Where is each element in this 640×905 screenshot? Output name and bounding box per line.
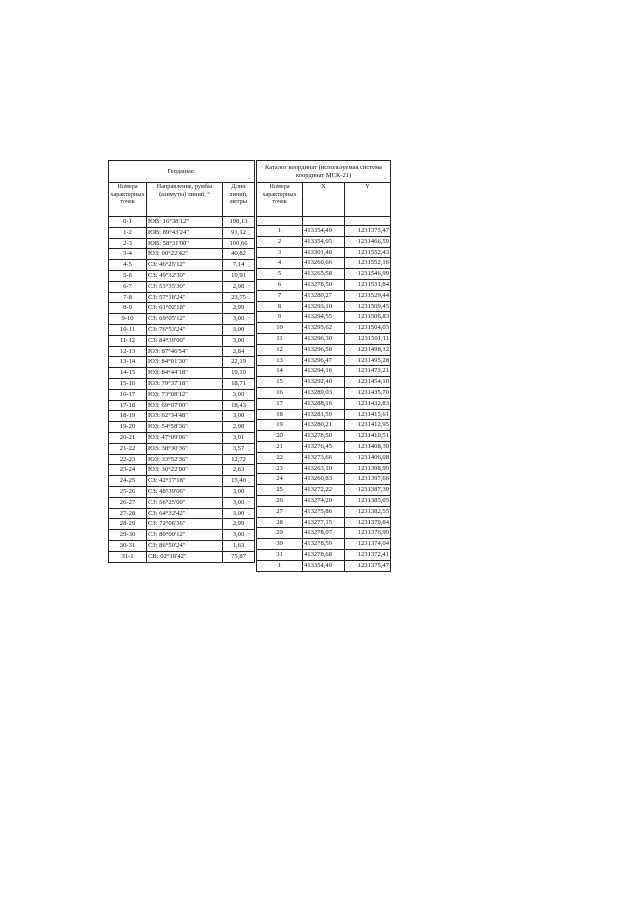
geodata-row xyxy=(109,389,255,400)
geodata-row xyxy=(109,422,255,433)
catalog-row xyxy=(257,279,391,290)
geodata-direction-cell: СЗ: 53°35'30" xyxy=(147,281,223,292)
geodata-length-cell: 2,99 xyxy=(223,519,255,530)
catalog-y-cell: 1231385,05 xyxy=(345,495,391,506)
geodata-row xyxy=(109,303,255,314)
catalog-point-cell: 27 xyxy=(257,506,303,517)
catalog-point-cell: 11 xyxy=(257,333,303,344)
catalog-x-cell: 413354,49 xyxy=(303,560,345,571)
catalog-y-cell: 1231509,45 xyxy=(345,301,391,312)
geodata-segment-cell: 25-26 xyxy=(109,486,147,497)
geodata-direction-cell: СЗ: 61°02'18" xyxy=(147,303,223,314)
catalog-y-cell: 1231410,51 xyxy=(345,431,391,442)
geodata-length-cell: 7,14 xyxy=(223,260,255,271)
geodata-length-cell: 2,99 xyxy=(223,303,255,314)
catalog-point-cell: 30 xyxy=(257,539,303,550)
geodata-segment-cell: 8-9 xyxy=(109,303,147,314)
geodata-segment-cell: 14-15 xyxy=(109,368,147,379)
geodata-body xyxy=(109,217,255,563)
geodata-length-cell: 23,75 xyxy=(223,292,255,303)
catalog-row xyxy=(257,474,391,485)
catalog-title: Каталог координат (используемая система координат МСК-21) xyxy=(257,161,391,183)
geodata-direction-cell: СЗ: 76°53'24" xyxy=(147,324,223,335)
geodata-segment-cell: 31-1 xyxy=(109,551,147,562)
catalog-y-cell: 1231501,11 xyxy=(345,333,391,344)
geodata-direction-cell: ЮЗ: 30°22'00" xyxy=(147,465,223,476)
catalog-y-cell: 1231398,99 xyxy=(345,463,391,474)
catalog-y-cell: 1231408,30 xyxy=(345,441,391,452)
catalog-y-cell: 1231531,84 xyxy=(345,279,391,290)
geodata-direction-cell: ЮВ: 89°43'24" xyxy=(147,227,223,238)
geodata-segment-cell: 20-21 xyxy=(109,432,147,443)
catalog-y-cell: 1231374,04 xyxy=(345,539,391,550)
geodata-row xyxy=(109,540,255,551)
geodata-length-cell: 2,84 xyxy=(223,346,255,357)
geodata-row xyxy=(109,260,255,271)
geodata-row xyxy=(109,346,255,357)
catalog-row xyxy=(257,333,391,344)
geodata-direction-cell: СЗ: 48°39'06" xyxy=(147,486,223,497)
catalog-row xyxy=(257,398,391,409)
geodata-segment-cell: 0-1 xyxy=(109,217,147,228)
catalog-spacer-cell xyxy=(257,217,303,226)
catalog-x-cell: 413292,40 xyxy=(303,377,345,388)
catalog-row xyxy=(257,517,391,528)
geodata-length-cell: 19,91 xyxy=(223,270,255,281)
geodata-direction-cell: СЗ: 46°25'12" xyxy=(147,260,223,271)
geodata-length-cell: 3,00 xyxy=(223,508,255,519)
catalog-row xyxy=(257,290,391,301)
catalog-point-cell: 1 xyxy=(257,560,303,571)
geodata-direction-cell: СЗ: 84°39'00" xyxy=(147,335,223,346)
catalog-header-points: Номера характерных точек xyxy=(257,183,303,217)
geodata-length-cell: 18,43 xyxy=(223,400,255,411)
geodata-length-cell: 3,00 xyxy=(223,411,255,422)
catalog-x-cell: 413294,16 xyxy=(303,366,345,377)
catalog-y-cell: 1231435,70 xyxy=(345,387,391,398)
catalog-point-cell: 9 xyxy=(257,312,303,323)
catalog-x-cell: 413354,49 xyxy=(303,226,345,237)
catalog-y-cell: 1231415,61 xyxy=(345,409,391,420)
catalog-row xyxy=(257,560,391,571)
geodata-row xyxy=(109,476,255,487)
geodata-segment-cell: 30-31 xyxy=(109,540,147,551)
geodata-length-cell: 15,40 xyxy=(223,476,255,487)
catalog-y-cell: 1231504,03 xyxy=(345,323,391,334)
catalog-point-cell: 10 xyxy=(257,323,303,334)
catalog-row xyxy=(257,463,391,474)
catalog-row xyxy=(257,312,391,323)
catalog-point-cell: 31 xyxy=(257,549,303,560)
catalog-y-cell: 1231379,84 xyxy=(345,517,391,528)
geodata-segment-cell: 3-4 xyxy=(109,249,147,260)
geodata-length-cell: 3,00 xyxy=(223,335,255,346)
catalog-x-cell: 413272,22 xyxy=(303,485,345,496)
catalog-row xyxy=(257,431,391,442)
geodata-title: Геоданые: xyxy=(109,161,255,183)
geodata-direction-cell: ЮЗ: 54°58'36" xyxy=(147,422,223,433)
catalog-y-cell: 1231498,12 xyxy=(345,344,391,355)
geodata-segment-cell: 18-19 xyxy=(109,411,147,422)
geodata-segment-cell: 16-17 xyxy=(109,389,147,400)
geodata-length-cell: 3,00 xyxy=(223,314,255,325)
geodata-row xyxy=(109,454,255,465)
geodata-table xyxy=(108,160,255,563)
catalog-x-cell: 413289,03 xyxy=(303,387,345,398)
geodata-segment-cell: 19-20 xyxy=(109,422,147,433)
geodata-direction-cell: ЮЗ: 73°08'12" xyxy=(147,389,223,400)
geodata-length-cell: 1,63 xyxy=(223,540,255,551)
geodata-segment-cell: 1-2 xyxy=(109,227,147,238)
geodata-row xyxy=(109,292,255,303)
catalog-point-cell: 6 xyxy=(257,279,303,290)
geodata-row xyxy=(109,335,255,346)
catalog-row xyxy=(257,226,391,237)
catalog-row xyxy=(257,387,391,398)
catalog-body xyxy=(257,226,391,572)
geodata-direction-cell: СЗ: 64°32'42" xyxy=(147,508,223,519)
geodata-segment-cell: 28-29 xyxy=(109,519,147,530)
catalog-x-cell: 413276,45 xyxy=(303,441,345,452)
catalog-row xyxy=(257,323,391,334)
catalog-spacer-cell xyxy=(303,217,345,226)
geodata-row xyxy=(109,368,255,379)
geodata-row xyxy=(109,411,255,422)
catalog-point-cell: 18 xyxy=(257,409,303,420)
catalog-row xyxy=(257,485,391,496)
geodata-length-cell: 22,19 xyxy=(223,357,255,368)
catalog-point-cell: 8 xyxy=(257,301,303,312)
catalog-row xyxy=(257,452,391,463)
catalog-row xyxy=(257,355,391,366)
catalog-point-cell: 21 xyxy=(257,441,303,452)
geodata-segment-cell: 29-30 xyxy=(109,530,147,541)
geodata-segment-cell: 2-3 xyxy=(109,238,147,249)
catalog-point-cell: 15 xyxy=(257,377,303,388)
geodata-direction-cell: ЮЗ: 00°22'42" xyxy=(147,249,223,260)
catalog-point-cell: 28 xyxy=(257,517,303,528)
catalog-x-cell: 413260,83 xyxy=(303,474,345,485)
geodata-segment-cell: 27-28 xyxy=(109,508,147,519)
catalog-x-cell: 413296,58 xyxy=(303,344,345,355)
geodata-segment-cell: 6-7 xyxy=(109,281,147,292)
catalog-row xyxy=(257,506,391,517)
catalog-row xyxy=(257,236,391,247)
geodata-direction-cell: ЮЗ: 84°44'18" xyxy=(147,368,223,379)
catalog-x-cell: 413296,47 xyxy=(303,355,345,366)
catalog-point-cell: 29 xyxy=(257,528,303,539)
catalog-point-cell: 7 xyxy=(257,290,303,301)
catalog-row xyxy=(257,269,391,280)
catalog-row xyxy=(257,549,391,560)
catalog-point-cell: 16 xyxy=(257,387,303,398)
catalog-row xyxy=(257,301,391,312)
catalog-x-cell: 413293,10 xyxy=(303,301,345,312)
geodata-length-cell: 3,01 xyxy=(223,432,255,443)
catalog-row xyxy=(257,539,391,550)
geodata-length-cell: 2,98 xyxy=(223,281,255,292)
catalog-point-cell: 1 xyxy=(257,226,303,237)
geodata-direction-cell: ЮВ: 16°38'12" xyxy=(147,217,223,228)
catalog-point-cell: 24 xyxy=(257,474,303,485)
catalog-x-cell: 413294,55 xyxy=(303,312,345,323)
geodata-row xyxy=(109,324,255,335)
geodata-length-cell: 3,00 xyxy=(223,497,255,508)
geodata-row xyxy=(109,519,255,530)
geodata-segment-cell: 17-18 xyxy=(109,400,147,411)
geodata-direction-cell: СВ: 02°18'42" xyxy=(147,551,223,562)
geodata-row xyxy=(109,551,255,562)
geodata-length-cell: 3,57 xyxy=(223,443,255,454)
geodata-length-cell: 18,71 xyxy=(223,378,255,389)
catalog-table xyxy=(256,160,391,572)
catalog-row xyxy=(257,247,391,258)
catalog-x-cell: 413296,30 xyxy=(303,333,345,344)
geodata-direction-cell: СЗ: 49°32'30" xyxy=(147,270,223,281)
geodata-length-cell: 3,00 xyxy=(223,324,255,335)
geodata-direction-cell: СЗ: 80°00'12" xyxy=(147,530,223,541)
catalog-spacer-cell xyxy=(345,217,391,226)
geodata-row xyxy=(109,270,255,281)
catalog-x-cell: 413275,86 xyxy=(303,506,345,517)
catalog-row xyxy=(257,344,391,355)
geodata-segment-cell: 26-27 xyxy=(109,497,147,508)
catalog-x-cell: 413295,62 xyxy=(303,323,345,334)
catalog-point-cell: 13 xyxy=(257,355,303,366)
catalog-x-cell: 413354,05 xyxy=(303,236,345,247)
geodata-direction-cell: СЗ: 57°18'24" xyxy=(147,292,223,303)
geodata-row xyxy=(109,465,255,476)
geodata-row xyxy=(109,314,255,325)
geodata-direction-cell: СЗ: 69°05'12" xyxy=(147,314,223,325)
catalog-point-cell: 5 xyxy=(257,269,303,280)
catalog-x-cell: 413265,58 xyxy=(303,269,345,280)
catalog-y-cell: 1231376,99 xyxy=(345,528,391,539)
catalog-x-cell: 413274,20 xyxy=(303,495,345,506)
geodata-header-direction: Направление, румбы (азимуты) линий, ° xyxy=(147,183,223,217)
catalog-x-cell: 413280,21 xyxy=(303,420,345,431)
geodata-direction-cell: ЮЗ: 69°07'00" xyxy=(147,400,223,411)
catalog-x-cell: 413263,10 xyxy=(303,463,345,474)
catalog-row xyxy=(257,258,391,269)
geodata-row xyxy=(109,281,255,292)
catalog-point-cell: 17 xyxy=(257,398,303,409)
geodata-segment-cell: 13-14 xyxy=(109,357,147,368)
catalog-y-cell: 1231454,10 xyxy=(345,377,391,388)
geodata-segment-cell: 12-13 xyxy=(109,346,147,357)
catalog-x-cell: 413281,59 xyxy=(303,409,345,420)
geodata-row xyxy=(109,432,255,443)
catalog-point-cell: 19 xyxy=(257,420,303,431)
geodata-segment-cell: 15-16 xyxy=(109,378,147,389)
catalog-y-cell: 1231387,30 xyxy=(345,485,391,496)
catalog-row xyxy=(257,528,391,539)
geodata-row xyxy=(109,443,255,454)
catalog-y-cell: 1231495,28 xyxy=(345,355,391,366)
geodata-direction-cell: ЮЗ: 38°30'36" xyxy=(147,443,223,454)
geodata-header-points: Номера характерных точек xyxy=(109,183,147,217)
catalog-point-cell: 4 xyxy=(257,258,303,269)
catalog-y-cell: 1231375,47 xyxy=(345,226,391,237)
geodata-direction-cell: ЮЗ: 84°01'30" xyxy=(147,357,223,368)
catalog-row xyxy=(257,366,391,377)
catalog-header-y: Y xyxy=(345,183,391,217)
geodata-segment-cell: 7-8 xyxy=(109,292,147,303)
catalog-point-cell: 22 xyxy=(257,452,303,463)
geodata-segment-cell: 4-5 xyxy=(109,260,147,271)
catalog-x-cell: 413280,27 xyxy=(303,290,345,301)
geodata-row xyxy=(109,217,255,228)
catalog-y-cell: 1231473,21 xyxy=(345,366,391,377)
catalog-point-cell: 12 xyxy=(257,344,303,355)
catalog-y-cell: 1231382,55 xyxy=(345,506,391,517)
geodata-length-cell: 3,00 xyxy=(223,389,255,400)
geodata-length-cell: 19,19 xyxy=(223,368,255,379)
geodata-row xyxy=(109,378,255,389)
catalog-point-cell: 26 xyxy=(257,495,303,506)
catalog-point-cell: 14 xyxy=(257,366,303,377)
geodata-length-cell: 2,63 xyxy=(223,465,255,476)
catalog-x-cell: 413301,48 xyxy=(303,247,345,258)
geodata-direction-cell: ЮЗ: 87°46'54" xyxy=(147,346,223,357)
catalog-point-cell: 25 xyxy=(257,485,303,496)
geodata-direction-cell: ЮВ: 58°31'00" xyxy=(147,238,223,249)
geodata-length-cell: 198,13 xyxy=(223,217,255,228)
catalog-point-cell: 23 xyxy=(257,463,303,474)
catalog-x-cell: 413260,66 xyxy=(303,258,345,269)
geodata-row xyxy=(109,486,255,497)
geodata-row xyxy=(109,357,255,368)
geodata-length-cell: 100,66 xyxy=(223,238,255,249)
catalog-point-cell: 3 xyxy=(257,247,303,258)
geodata-length-cell: 2,98 xyxy=(223,422,255,433)
catalog-x-cell: 413277,15 xyxy=(303,517,345,528)
geodata-segment-cell: 22-23 xyxy=(109,454,147,465)
geodata-length-cell: 91,12 xyxy=(223,227,255,238)
geodata-segment-cell: 11-12 xyxy=(109,335,147,346)
catalog-y-cell: 1231552,43 xyxy=(345,247,391,258)
catalog-y-cell: 1231372,41 xyxy=(345,549,391,560)
catalog-y-cell: 1231506,83 xyxy=(345,312,391,323)
catalog-point-cell: 20 xyxy=(257,431,303,442)
geodata-row xyxy=(109,238,255,249)
geodata-direction-cell: ЮЗ: 62°34'48" xyxy=(147,411,223,422)
catalog-x-cell: 413278,59 xyxy=(303,539,345,550)
catalog-x-cell: 413273,66 xyxy=(303,452,345,463)
geodata-segment-cell: 23-24 xyxy=(109,465,147,476)
catalog-y-cell: 1231546,99 xyxy=(345,269,391,280)
catalog-y-cell: 1231406,08 xyxy=(345,452,391,463)
geodata-segment-cell: 21-22 xyxy=(109,443,147,454)
geodata-length-cell: 12,72 xyxy=(223,454,255,465)
catalog-row xyxy=(257,441,391,452)
geodata-segment-cell: 24-25 xyxy=(109,476,147,487)
catalog-y-cell: 1231397,66 xyxy=(345,474,391,485)
catalog-x-cell: 413278,50 xyxy=(303,431,345,442)
geodata-row xyxy=(109,400,255,411)
catalog-y-cell: 1231466,59 xyxy=(345,236,391,247)
geodata-row xyxy=(109,530,255,541)
geodata-length-cell: 3,00 xyxy=(223,530,255,541)
catalog-point-cell: 2 xyxy=(257,236,303,247)
geodata-direction-cell: ЮЗ: 33°52'36" xyxy=(147,454,223,465)
geodata-row xyxy=(109,227,255,238)
catalog-x-cell: 413278,50 xyxy=(303,279,345,290)
catalog-x-cell: 413288,16 xyxy=(303,398,345,409)
geodata-row xyxy=(109,249,255,260)
geodata-row xyxy=(109,497,255,508)
catalog-x-cell: 413278,68 xyxy=(303,549,345,560)
catalog-row xyxy=(257,420,391,431)
catalog-y-cell: 1231529,44 xyxy=(345,290,391,301)
catalog-header-x: X xyxy=(303,183,345,217)
catalog-y-cell: 1231432,83 xyxy=(345,398,391,409)
geodata-direction-cell: СЗ: 42°17'18" xyxy=(147,476,223,487)
geodata-direction-cell: СЗ: 72°06'36" xyxy=(147,519,223,530)
geodata-length-cell: 75,87 xyxy=(223,551,255,562)
catalog-row xyxy=(257,409,391,420)
geodata-row xyxy=(109,508,255,519)
geodata-segment-cell: 10-11 xyxy=(109,324,147,335)
catalog-y-cell: 1231375,47 xyxy=(345,560,391,571)
geodata-segment-cell: 5-6 xyxy=(109,270,147,281)
geodata-direction-cell: СЗ: 56°25'00" xyxy=(147,497,223,508)
geodata-direction-cell: ЮЗ: 79°37'18" xyxy=(147,378,223,389)
geodata-length-cell: 3,00 xyxy=(223,486,255,497)
catalog-y-cell: 1231412,95 xyxy=(345,420,391,431)
catalog-row xyxy=(257,495,391,506)
scanned-document xyxy=(108,160,390,569)
catalog-row xyxy=(257,377,391,388)
geodata-direction-cell: СЗ: 86°50'24" xyxy=(147,540,223,551)
geodata-header-length: Длин линий, метры xyxy=(223,183,255,217)
catalog-y-cell: 1231552,16 xyxy=(345,258,391,269)
geodata-direction-cell: ЮЗ: 47°09'06" xyxy=(147,432,223,443)
geodata-segment-cell: 9-10 xyxy=(109,314,147,325)
catalog-x-cell: 413278,07 xyxy=(303,528,345,539)
geodata-length-cell: 40,82 xyxy=(223,249,255,260)
